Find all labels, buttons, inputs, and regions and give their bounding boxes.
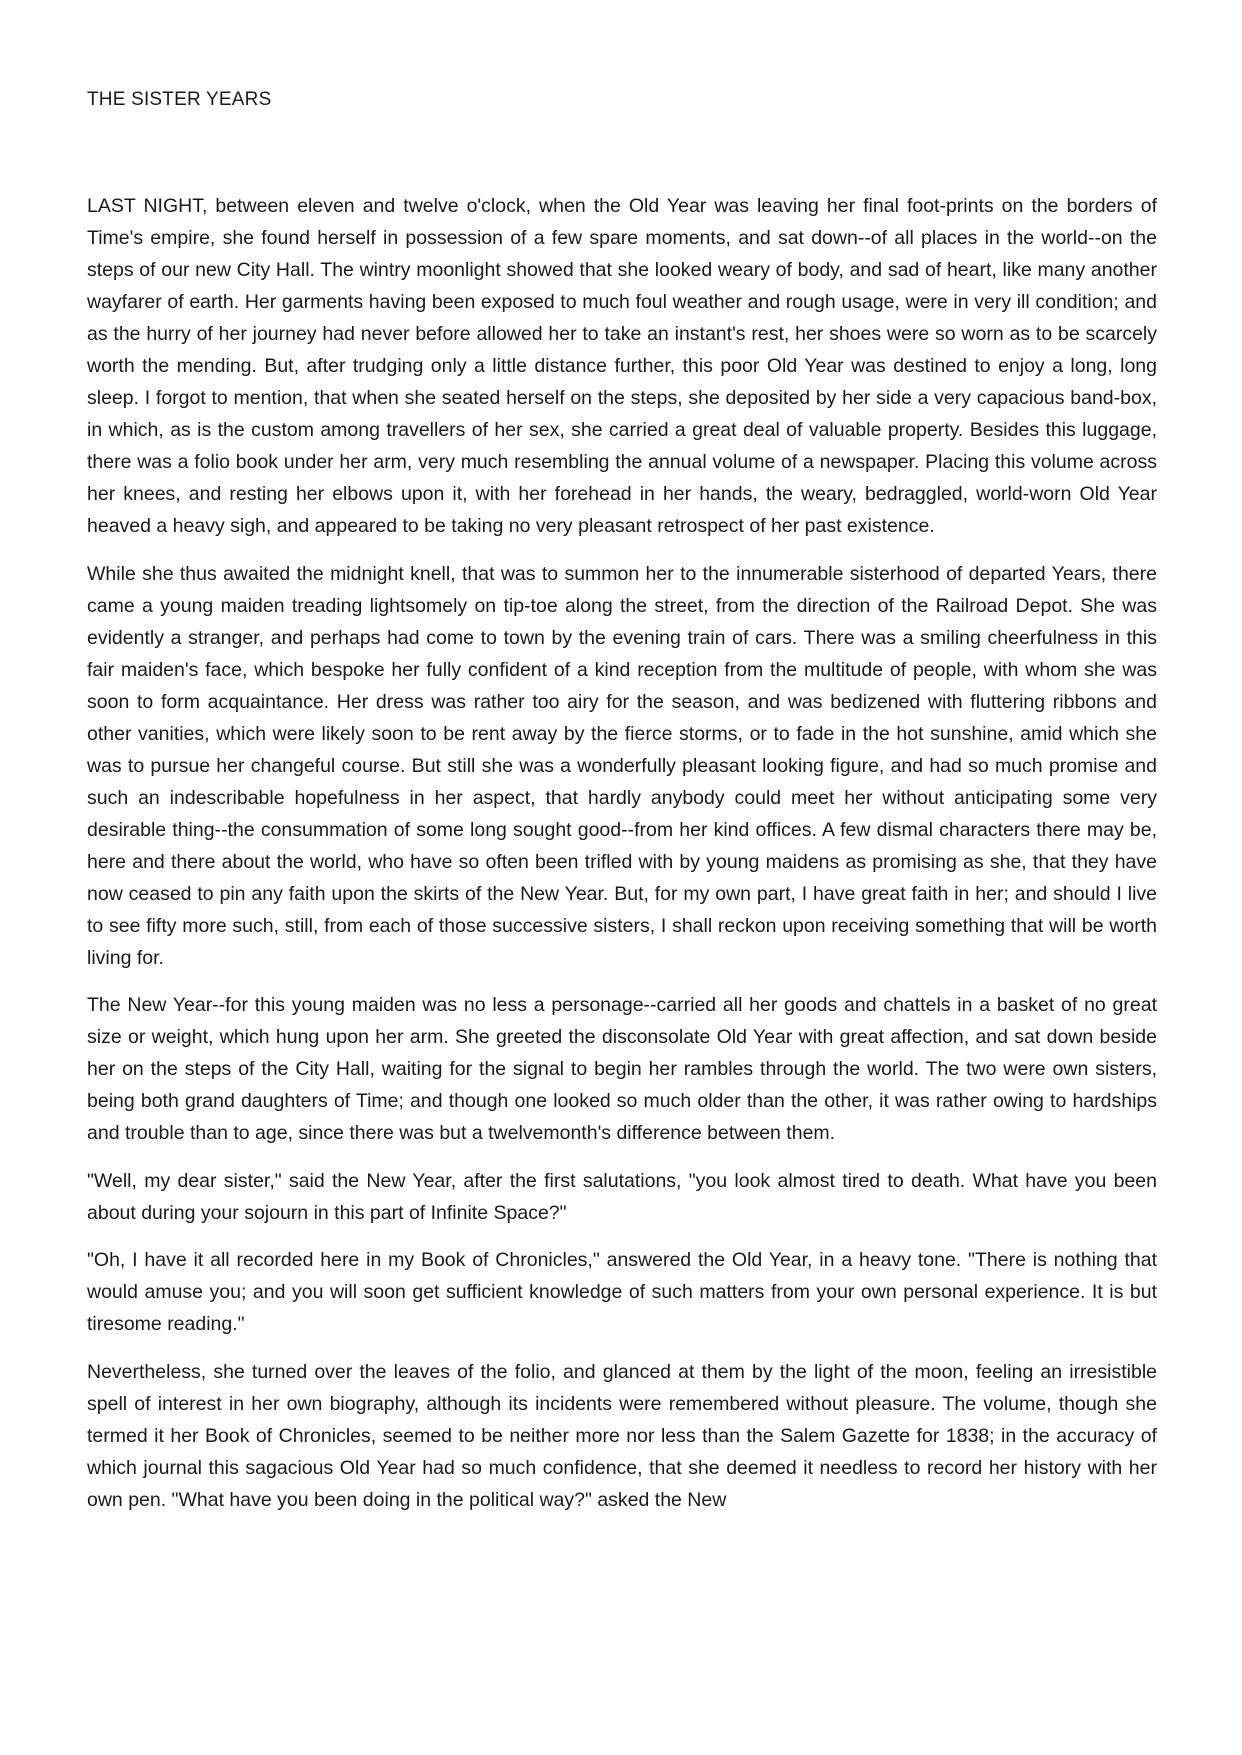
paragraph: While she thus awaited the midnight knell, that was to summon her to the innumerable sisterhood of departed Years, there came a young maiden treading lightsomely on tip-toe along the street, from the direction of the Railroad Depot. She was evidently a stranger, and perhaps had come to town by the evening train of cars. There was a smiling cheerfulness in this fair maiden's face, which bespoke her fully confident of a kind reception from the multitude of people, with whom she was soon to form acquaintance. Her dress was rather too airy for the season, and was bedizened with fluttering ribbons and other vanities, which were likely soon to be rent away by the fierce storms, or to fade in the hot sunshine, amid which she was to pursue her changeful course. But still she was a wonderfully pleasant looking figure, and had so much promise and such an indescribable hopefulness in her aspect, that hardly anybody could meet her without anticipating some very desirable thing--the consummation of some long sought good--from her kind offices. A few dismal characters there may be, here and there about the world, who have so often been trifled with by young maidens as promising as she, that they have now ceased to pin any faith upon the skirts of the New Year. But, for my own part, I have great faith in her; and should I live to see fifty more such, still, from each of those successive sisters, I shall reckon upon receiving something that will be worth living for. xyxy=(87,562,1157,969)
paragraph: "Oh, I have it all recorded here in my Book of Chronicles," answered the Old Year, in a heavy tone. "There is nothing that would amuse you; and you will soon get sufficient knowledge of such matters from your own personal experience. It is but tiresome reading." xyxy=(87,1249,1157,1335)
document-title: THE SISTER YEARS xyxy=(87,89,272,110)
paragraph: Nevertheless, she turned over the leaves of the folio, and glanced at them by the light of the moon, feeling an irresistible spell of interest in her own biography, although its incidents were remembered without pleasure. The volume, though she termed it her Book of Chronicles, seemed to be neither more nor less than the Salem Gazette for 1838; in the accuracy of which journal this sagacious Old Year had so much confidence, that she deemed it needless to record her history with her own pen. "What have you been doing in the political way?" asked the New xyxy=(87,1360,1157,1511)
paragraph: "Well, my dear sister," said the New Year, after the first salutations, "you look almost tired to death. What have you been about during your sojourn in this part of Infinite Space?" xyxy=(87,1169,1157,1224)
paragraph: LAST NIGHT, between eleven and twelve o'clock, when the Old Year was leaving her final foot-prints on the borders of Time's empire, she found herself in possession of a few spare moments, and sat down--of all places in the world--on the steps of our new City Hall. The wintry moonlight showed that she looked weary of body, and sad of heart, like many another wayfarer of earth. Her garments having been exposed to much foul weather and rough usage, were in very ill condition; and as the hurry of her journey had never before allowed her to take an instant's rest, her shoes were so worn as to be scarcely worth the mending. But, after trudging only a little distance further, this poor Old Year was destined to enjoy a long, long sleep. I forgot to mention, that when she seated herself on the steps, she deposited by her side a very capacious band-box, in which, as is the custom among travellers of her sex, she carried a great deal of valuable property. Besides this luggage, there was a folio book under her arm, very much resembling the annual volume of a newspaper. Placing this volume across her knees, and resting her elbows upon it, with her forehead in her hands, the weary, bedraggled, world-worn Old Year heaved a heavy sigh, and appeared to be taking no very pleasant retrospect of her past existence. xyxy=(87,195,1157,537)
document-body xyxy=(87,190,1157,1531)
paragraph: The New Year--for this young maiden was no less a personage--carried all her goods and chattels in a basket of no great size or weight, which hung upon her arm. She greeted the disconsolate Old Year with great affection, and sat down beside her on the steps of the City Hall, waiting for the signal to begin her rambles through the world. The two were own sisters, being both grand daughters of Time; and though one looked so much older than the other, it was rather owing to hardships and trouble than to age, since there was but a twelvemonth's difference between them. xyxy=(87,994,1157,1144)
